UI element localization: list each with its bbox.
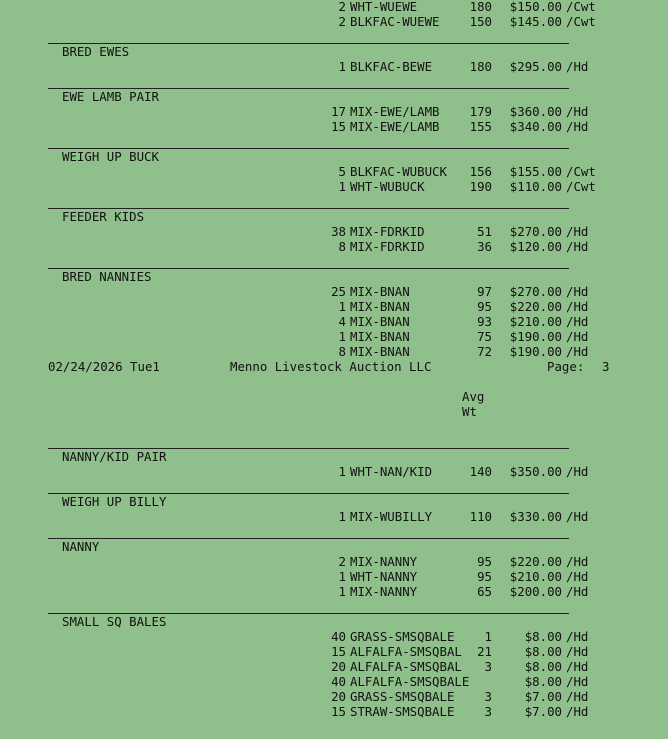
lot-price-unit: /Hd [566, 224, 589, 239]
lot-description: BLKFAC-WUEWE [350, 14, 440, 29]
lot-qty: 20 [331, 689, 346, 704]
lot-qty: 40 [331, 674, 346, 689]
lot-price: $7.00 [524, 689, 562, 704]
lot-qty: 4 [338, 314, 346, 329]
lot-price-unit: /Hd [566, 284, 589, 299]
lot-qty: 2 [338, 0, 346, 14]
lot-price: $190.00 [509, 344, 562, 359]
lot-weight: 179 [469, 104, 492, 119]
lot-price-unit: /Hd [566, 569, 589, 584]
lot-description: MIX-BNAN [350, 299, 410, 314]
lot-qty: 1 [338, 329, 346, 344]
lot-description: MIX-BNAN [350, 344, 410, 359]
lot-weight: 190 [469, 179, 492, 194]
lot-weight: 95 [477, 299, 492, 314]
lot-weight: 140 [469, 464, 492, 479]
lot-weight: 3 [484, 689, 492, 704]
lot-description: ALFALFA-SMSQBAL [350, 644, 462, 659]
lot-price: $200.00 [509, 584, 562, 599]
lot-price: $8.00 [524, 659, 562, 674]
lot-price: $270.00 [509, 284, 562, 299]
lot-description: WHT-NAN/KID [350, 464, 433, 479]
lot-price-unit: /Hd [566, 584, 589, 599]
lot-weight: 110 [469, 509, 492, 524]
lot-price-unit: /Hd [566, 344, 589, 359]
lot-price: $190.00 [509, 329, 562, 344]
lot-price-unit: /Hd [566, 644, 589, 659]
lot-description: MIX-WUBILLY [350, 509, 433, 524]
lot-price-unit: /Hd [566, 704, 589, 719]
lot-price: $340.00 [509, 119, 562, 134]
lot-price-unit: /Hd [566, 314, 589, 329]
lot-weight: 95 [477, 554, 492, 569]
lot-price: $295.00 [509, 59, 562, 74]
lot-price-unit: /Hd [566, 509, 589, 524]
lot-description: MIX-BNAN [350, 284, 410, 299]
lot-description: GRASS-SMSQBALE [350, 689, 455, 704]
lot-weight: 51 [477, 224, 492, 239]
section-title: WEIGH UP BILLY [62, 494, 167, 509]
page-label: Page: [547, 359, 585, 374]
lot-qty: 15 [331, 644, 346, 659]
lot-weight: 150 [469, 14, 492, 29]
lot-description: WHT-WUBUCK [350, 179, 425, 194]
lot-price-unit: /Hd [566, 299, 589, 314]
lot-description: WHT-WUEWE [350, 0, 418, 14]
lot-qty: 8 [338, 344, 346, 359]
lot-price-unit: /Cwt [566, 164, 596, 179]
section-title: EWE LAMB PAIR [62, 89, 159, 104]
column-header-wt: Wt [462, 404, 477, 419]
lot-weight: 65 [477, 584, 492, 599]
lot-price: $360.00 [509, 104, 562, 119]
lot-description: MIX-NANNY [350, 584, 418, 599]
lot-weight: 97 [477, 284, 492, 299]
lot-weight: 95 [477, 569, 492, 584]
lot-price: $8.00 [524, 644, 562, 659]
lot-price-unit: /Hd [566, 674, 589, 689]
lot-price: $145.00 [509, 14, 562, 29]
section-title: BRED EWES [62, 44, 130, 59]
company-name: Menno Livestock Auction LLC [230, 359, 432, 374]
lot-price: $220.00 [509, 299, 562, 314]
lot-price-unit: /Hd [566, 689, 589, 704]
lot-price: $150.00 [509, 0, 562, 14]
lot-qty: 1 [338, 464, 346, 479]
section-title: WEIGH UP BUCK [62, 149, 159, 164]
lot-price: $210.00 [509, 314, 562, 329]
lot-qty: 25 [331, 284, 346, 299]
lot-description: STRAW-SMSQBALE [350, 704, 455, 719]
lot-weight: 36 [477, 239, 492, 254]
lot-qty: 15 [331, 704, 346, 719]
lot-price: $120.00 [509, 239, 562, 254]
lot-qty: 38 [331, 224, 346, 239]
lot-weight: 180 [469, 59, 492, 74]
lot-weight: 180 [469, 0, 492, 14]
lot-price: $220.00 [509, 554, 562, 569]
lot-description: MIX-FDRKID [350, 239, 425, 254]
lot-price: $8.00 [524, 629, 562, 644]
lot-price: $8.00 [524, 674, 562, 689]
lot-price: $210.00 [509, 569, 562, 584]
lot-price-unit: /Hd [566, 659, 589, 674]
lot-price-unit: /Cwt [566, 14, 596, 29]
lot-description: MIX-FDRKID [350, 224, 425, 239]
lot-price: $330.00 [509, 509, 562, 524]
section-divider [48, 538, 569, 539]
section-title: SMALL SQ BALES [62, 614, 167, 629]
lot-weight: 93 [477, 314, 492, 329]
lot-description: ALFALFA-SMSQBALE [350, 674, 470, 689]
lot-qty: 8 [338, 239, 346, 254]
lot-qty: 40 [331, 629, 346, 644]
lot-qty: 2 [338, 14, 346, 29]
lot-price-unit: /Hd [566, 464, 589, 479]
column-header-avg: Avg [462, 389, 485, 404]
lot-qty: 1 [338, 509, 346, 524]
lot-price-unit: /Hd [566, 554, 589, 569]
lot-weight: 72 [477, 344, 492, 359]
lot-price-unit: /Cwt [566, 0, 596, 14]
lot-qty: 20 [331, 659, 346, 674]
lot-weight: 75 [477, 329, 492, 344]
lot-qty: 17 [331, 104, 346, 119]
lot-description: MIX-BNAN [350, 329, 410, 344]
section-title: FEEDER KIDS [62, 209, 145, 224]
lot-qty: 1 [338, 569, 346, 584]
lot-weight: 156 [469, 164, 492, 179]
report-date: 02/24/2026 Tue1 [48, 359, 160, 374]
lot-description: WHT-NANNY [350, 569, 418, 584]
section-title: BRED NANNIES [62, 269, 152, 284]
lot-price: $350.00 [509, 464, 562, 479]
lot-weight: 3 [484, 704, 492, 719]
lot-price-unit: /Hd [566, 104, 589, 119]
lot-description: BLKFAC-BEWE [350, 59, 433, 74]
lot-qty: 2 [338, 554, 346, 569]
lot-price: $110.00 [509, 179, 562, 194]
section-title: NANNY [62, 539, 100, 554]
lot-price: $270.00 [509, 224, 562, 239]
lot-description: ALFALFA-SMSQBAL [350, 659, 462, 674]
lot-qty: 1 [338, 299, 346, 314]
lot-price-unit: /Cwt [566, 179, 596, 194]
lot-price-unit: /Hd [566, 329, 589, 344]
lot-qty: 5 [338, 164, 346, 179]
lot-weight: 21 [477, 644, 492, 659]
lot-weight: 3 [484, 659, 492, 674]
lot-description: MIX-BNAN [350, 314, 410, 329]
lot-description: BLKFAC-WUBUCK [350, 164, 447, 179]
section-title: NANNY/KID PAIR [62, 449, 167, 464]
lot-weight: 155 [469, 119, 492, 134]
lot-qty: 1 [338, 179, 346, 194]
lot-qty: 15 [331, 119, 346, 134]
lot-qty: 1 [338, 59, 346, 74]
lot-description: MIX-EWE/LAMB [350, 119, 440, 134]
lot-price: $155.00 [509, 164, 562, 179]
lot-price-unit: /Hd [566, 629, 589, 644]
lot-price: $7.00 [524, 704, 562, 719]
lot-weight: 1 [484, 629, 492, 644]
lot-price-unit: /Hd [566, 119, 589, 134]
lot-price-unit: /Hd [566, 239, 589, 254]
lot-qty: 1 [338, 584, 346, 599]
lot-price-unit: /Hd [566, 59, 589, 74]
lot-description: GRASS-SMSQBALE [350, 629, 455, 644]
lot-description: MIX-NANNY [350, 554, 418, 569]
page-number: 3 [602, 359, 610, 374]
lot-description: MIX-EWE/LAMB [350, 104, 440, 119]
